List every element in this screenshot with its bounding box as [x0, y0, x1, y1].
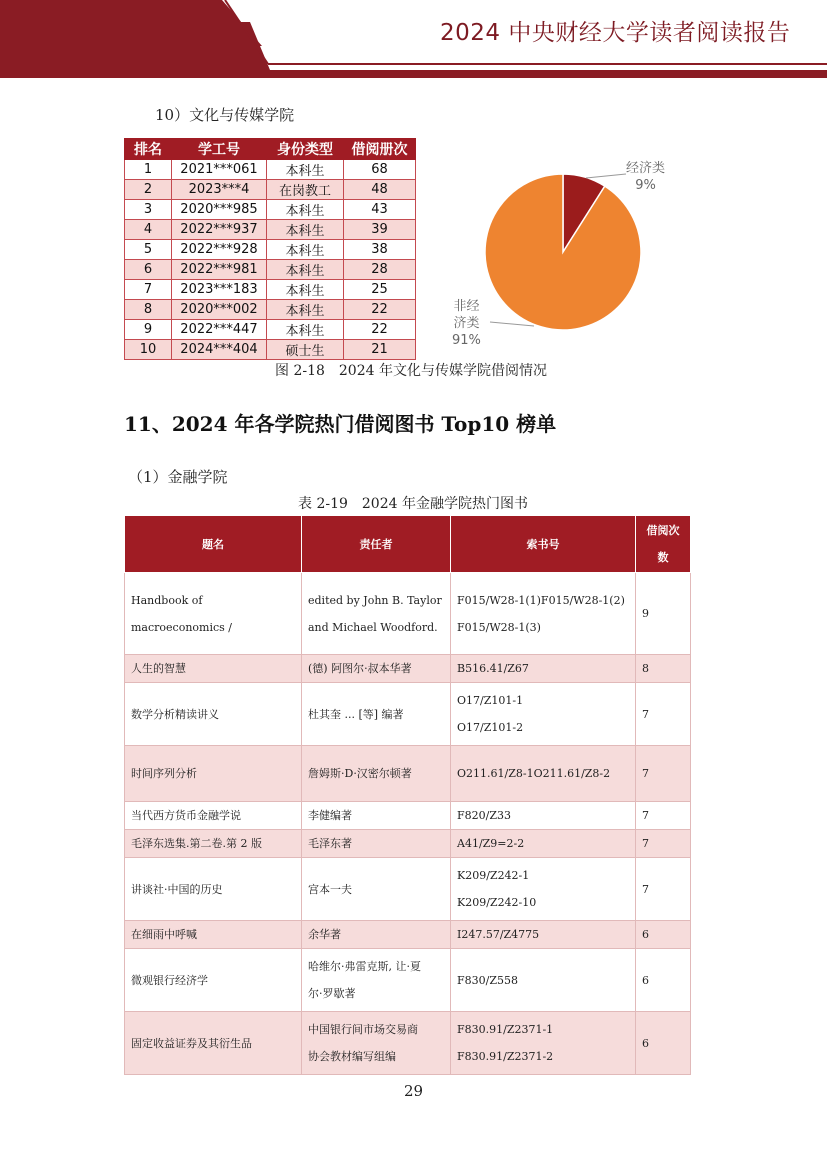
pie-label-econ — [626, 160, 665, 194]
book-title-cell: Handbook of macroeconomics / — [125, 573, 302, 655]
pie-label-non — [452, 298, 481, 349]
type-cell: 本科生 — [267, 240, 344, 260]
rank-cell: 5 — [125, 240, 172, 260]
book-title-cell: 人生的智慧 — [125, 655, 302, 683]
book-author-line: 詹姆斯·D·汉密尔顿著 — [308, 767, 412, 780]
book-author-line: 李健编著 — [308, 808, 352, 822]
book-author-line: 哈维尔·弗雷克斯, 让·夏 — [308, 960, 421, 973]
book-row — [125, 830, 691, 858]
book-author-cell — [302, 802, 451, 830]
book-callno-line: F830.91/Z2371-1 — [457, 1023, 554, 1036]
rank-cell: 2 — [125, 180, 172, 200]
book-title-cell: 数学分析精读讲义 — [125, 683, 302, 746]
book-callno-cell — [451, 746, 636, 802]
book-count-cell: 7 — [636, 683, 691, 746]
book-callno-cell — [451, 573, 636, 655]
book-count-cell: 8 — [636, 655, 691, 683]
book-callno-cell — [451, 830, 636, 858]
book-callno-line: I247.57/Z4775 — [457, 927, 540, 941]
rank-cell: 9 — [125, 320, 172, 340]
book-title-cell: 微观银行经济学 — [125, 949, 302, 1012]
ranking-row — [125, 280, 416, 300]
book-title-cell: 毛泽东选集.第二卷.第 2 版 — [125, 830, 302, 858]
book-callno-line: F830/Z558 — [457, 973, 518, 987]
col-title: 题名 — [125, 516, 302, 573]
section-heading-10: 10）文化与传媒学院 — [155, 106, 295, 124]
ranking-row — [125, 200, 416, 220]
book-author-cell — [302, 746, 451, 802]
col-id: 学工号 — [172, 139, 267, 160]
book-callno-line: O211.61/Z8-1O211.61/Z8-2 — [457, 767, 611, 780]
book-callno-cell — [451, 655, 636, 683]
col-count-line1: 借阅次 — [646, 524, 680, 537]
book-row — [125, 921, 691, 949]
book-callno-line: F830.91/Z2371-2 — [457, 1050, 554, 1063]
book-header-row — [125, 516, 691, 573]
book-author-line: (德) 阿图尔·叔本华著 — [308, 661, 412, 675]
book-count-cell: 6 — [636, 949, 691, 1012]
pie-label-non-value: 91% — [452, 333, 481, 348]
book-count-cell: 7 — [636, 858, 691, 921]
book-row — [125, 683, 691, 746]
figure-caption: 图 2-18 2024 年文化与传媒学院借阅情况 — [275, 363, 547, 379]
book-callno-cell — [451, 1012, 636, 1075]
book-author-line: 中国银行间市场交易商 — [308, 1023, 418, 1036]
id-cell: 2024***404 — [172, 340, 267, 360]
ranking-row — [125, 180, 416, 200]
id-cell: 2020***002 — [172, 300, 267, 320]
book-author-cell — [302, 949, 451, 1012]
id-cell: 2022***937 — [172, 220, 267, 240]
col-callno: 索书号 — [451, 516, 636, 573]
book-row — [125, 858, 691, 921]
book-row — [125, 1012, 691, 1075]
type-cell: 本科生 — [267, 320, 344, 340]
section-title-11: 11、2024 年各学院热门借阅图书 Top10 榜单 — [124, 412, 557, 436]
type-cell: 本科生 — [267, 260, 344, 280]
rank-cell: 4 — [125, 220, 172, 240]
book-count-cell: 6 — [636, 921, 691, 949]
rank-cell: 6 — [125, 260, 172, 280]
page-number: 29 — [403, 1082, 424, 1100]
book-callno-line: O17/Z101-1 — [457, 694, 524, 707]
type-cell: 硕士生 — [267, 340, 344, 360]
book-row — [125, 949, 691, 1012]
book-author-line: 协会教材编写组编 — [308, 1050, 396, 1063]
book-callno-line: K209/Z242-1 — [457, 869, 530, 882]
book-author-cell — [302, 683, 451, 746]
id-cell: 2020***985 — [172, 200, 267, 220]
pie-leader-non-econ — [490, 322, 534, 326]
book-author-cell — [302, 858, 451, 921]
count-cell: 28 — [344, 260, 416, 280]
ranking-table — [124, 138, 416, 360]
ranking-row — [125, 320, 416, 340]
type-cell: 本科生 — [267, 200, 344, 220]
id-cell: 2022***981 — [172, 260, 267, 280]
count-cell: 22 — [344, 300, 416, 320]
pie-leader-econ — [586, 174, 626, 178]
ranking-body — [125, 160, 416, 360]
book-author-cell — [302, 921, 451, 949]
book-callno-line: F015/W28-1(3) — [457, 620, 541, 634]
ranking-row — [125, 220, 416, 240]
book-callno-cell — [451, 802, 636, 830]
book-title-cell: 当代西方货币金融学说 — [125, 802, 302, 830]
pie-label-non-name-2: 济类 — [453, 316, 480, 331]
pie-label-econ-value: 9% — [635, 178, 656, 193]
book-row — [125, 746, 691, 802]
book-author-cell — [302, 830, 451, 858]
book-author-line: and Michael Woodford. — [308, 620, 438, 634]
type-cell: 本科生 — [267, 160, 344, 180]
type-cell: 本科生 — [267, 300, 344, 320]
sub-heading-finance: （1）金融学院 — [128, 468, 228, 486]
col-type: 身份类型 — [267, 139, 344, 160]
book-row — [125, 573, 691, 655]
rank-cell: 8 — [125, 300, 172, 320]
pie-chart — [440, 150, 690, 360]
book-author-line: 杜其奎 ... [等] 编著 — [308, 707, 404, 721]
count-cell: 25 — [344, 280, 416, 300]
col-count-line2: 数 — [657, 551, 669, 564]
count-cell: 21 — [344, 340, 416, 360]
book-count-cell: 7 — [636, 746, 691, 802]
book-callno-line: A41/Z9=2-2 — [457, 836, 525, 850]
book-callno-line: B516.41/Z67 — [457, 661, 529, 675]
count-cell: 38 — [344, 240, 416, 260]
col-count: 借阅册次 — [344, 139, 416, 160]
count-cell: 22 — [344, 320, 416, 340]
id-cell: 2023***4 — [172, 180, 267, 200]
type-cell: 本科生 — [267, 220, 344, 240]
rank-cell: 7 — [125, 280, 172, 300]
book-callno-line: F015/W28-1(1)F015/W28-1(2) — [457, 593, 625, 607]
book-callno-line: F820/Z33 — [457, 808, 511, 822]
ranking-row — [125, 240, 416, 260]
id-cell: 2021***061 — [172, 160, 267, 180]
book-table — [124, 515, 691, 1075]
book-author-line: 毛泽东著 — [308, 836, 352, 850]
report-title: 2024 中央财经大学读者阅读报告 — [440, 20, 791, 46]
id-cell: 2023***183 — [172, 280, 267, 300]
book-row — [125, 802, 691, 830]
book-count-cell: 7 — [636, 830, 691, 858]
ranking-row — [125, 340, 416, 360]
ranking-row — [125, 300, 416, 320]
count-cell: 48 — [344, 180, 416, 200]
book-author-cell — [302, 655, 451, 683]
book-author-line: edited by John B. Taylor — [308, 593, 442, 607]
book-body — [125, 573, 691, 1075]
type-cell: 在岗教工 — [267, 180, 344, 200]
book-title-cell: 时间序列分析 — [125, 746, 302, 802]
book-title-cell: 固定收益证券及其衍生品 — [125, 1012, 302, 1075]
table-caption: 表 2-19 2024 年金融学院热门图书 — [298, 496, 528, 512]
pie-label-non-name-1: 非经 — [453, 299, 480, 314]
col-rank: 排名 — [125, 139, 172, 160]
ranking-header-row — [125, 139, 416, 160]
id-cell: 2022***447 — [172, 320, 267, 340]
book-callno-cell — [451, 683, 636, 746]
book-author-cell — [302, 1012, 451, 1075]
count-cell: 68 — [344, 160, 416, 180]
book-callno-cell — [451, 858, 636, 921]
ranking-row — [125, 260, 416, 280]
type-cell: 本科生 — [267, 280, 344, 300]
pie-slice-non-econ — [485, 174, 641, 330]
count-cell: 43 — [344, 200, 416, 220]
book-callno-cell — [451, 949, 636, 1012]
ranking-row — [125, 160, 416, 180]
book-count-cell: 9 — [636, 573, 691, 655]
book-callno-line: K209/Z242-10 — [457, 896, 537, 909]
id-cell: 2022***928 — [172, 240, 267, 260]
rank-cell: 10 — [125, 340, 172, 360]
col-author: 责任者 — [302, 516, 451, 573]
book-author-line: 宫本一夫 — [308, 882, 352, 896]
book-callno-cell — [451, 921, 636, 949]
book-count-cell: 7 — [636, 802, 691, 830]
book-row — [125, 655, 691, 683]
rank-cell: 3 — [125, 200, 172, 220]
book-count-cell: 6 — [636, 1012, 691, 1075]
col-count — [636, 516, 691, 573]
book-callno-line: O17/Z101-2 — [457, 721, 524, 734]
rank-cell: 1 — [125, 160, 172, 180]
book-title-cell: 讲谈社·中国的历史 — [125, 858, 302, 921]
book-author-cell — [302, 573, 451, 655]
book-title-cell: 在细雨中呼喊 — [125, 921, 302, 949]
count-cell: 39 — [344, 220, 416, 240]
book-author-line: 尔·罗歇著 — [308, 987, 356, 1000]
pie-label-econ-name: 经济类 — [626, 161, 666, 176]
book-author-line: 余华著 — [308, 927, 341, 941]
